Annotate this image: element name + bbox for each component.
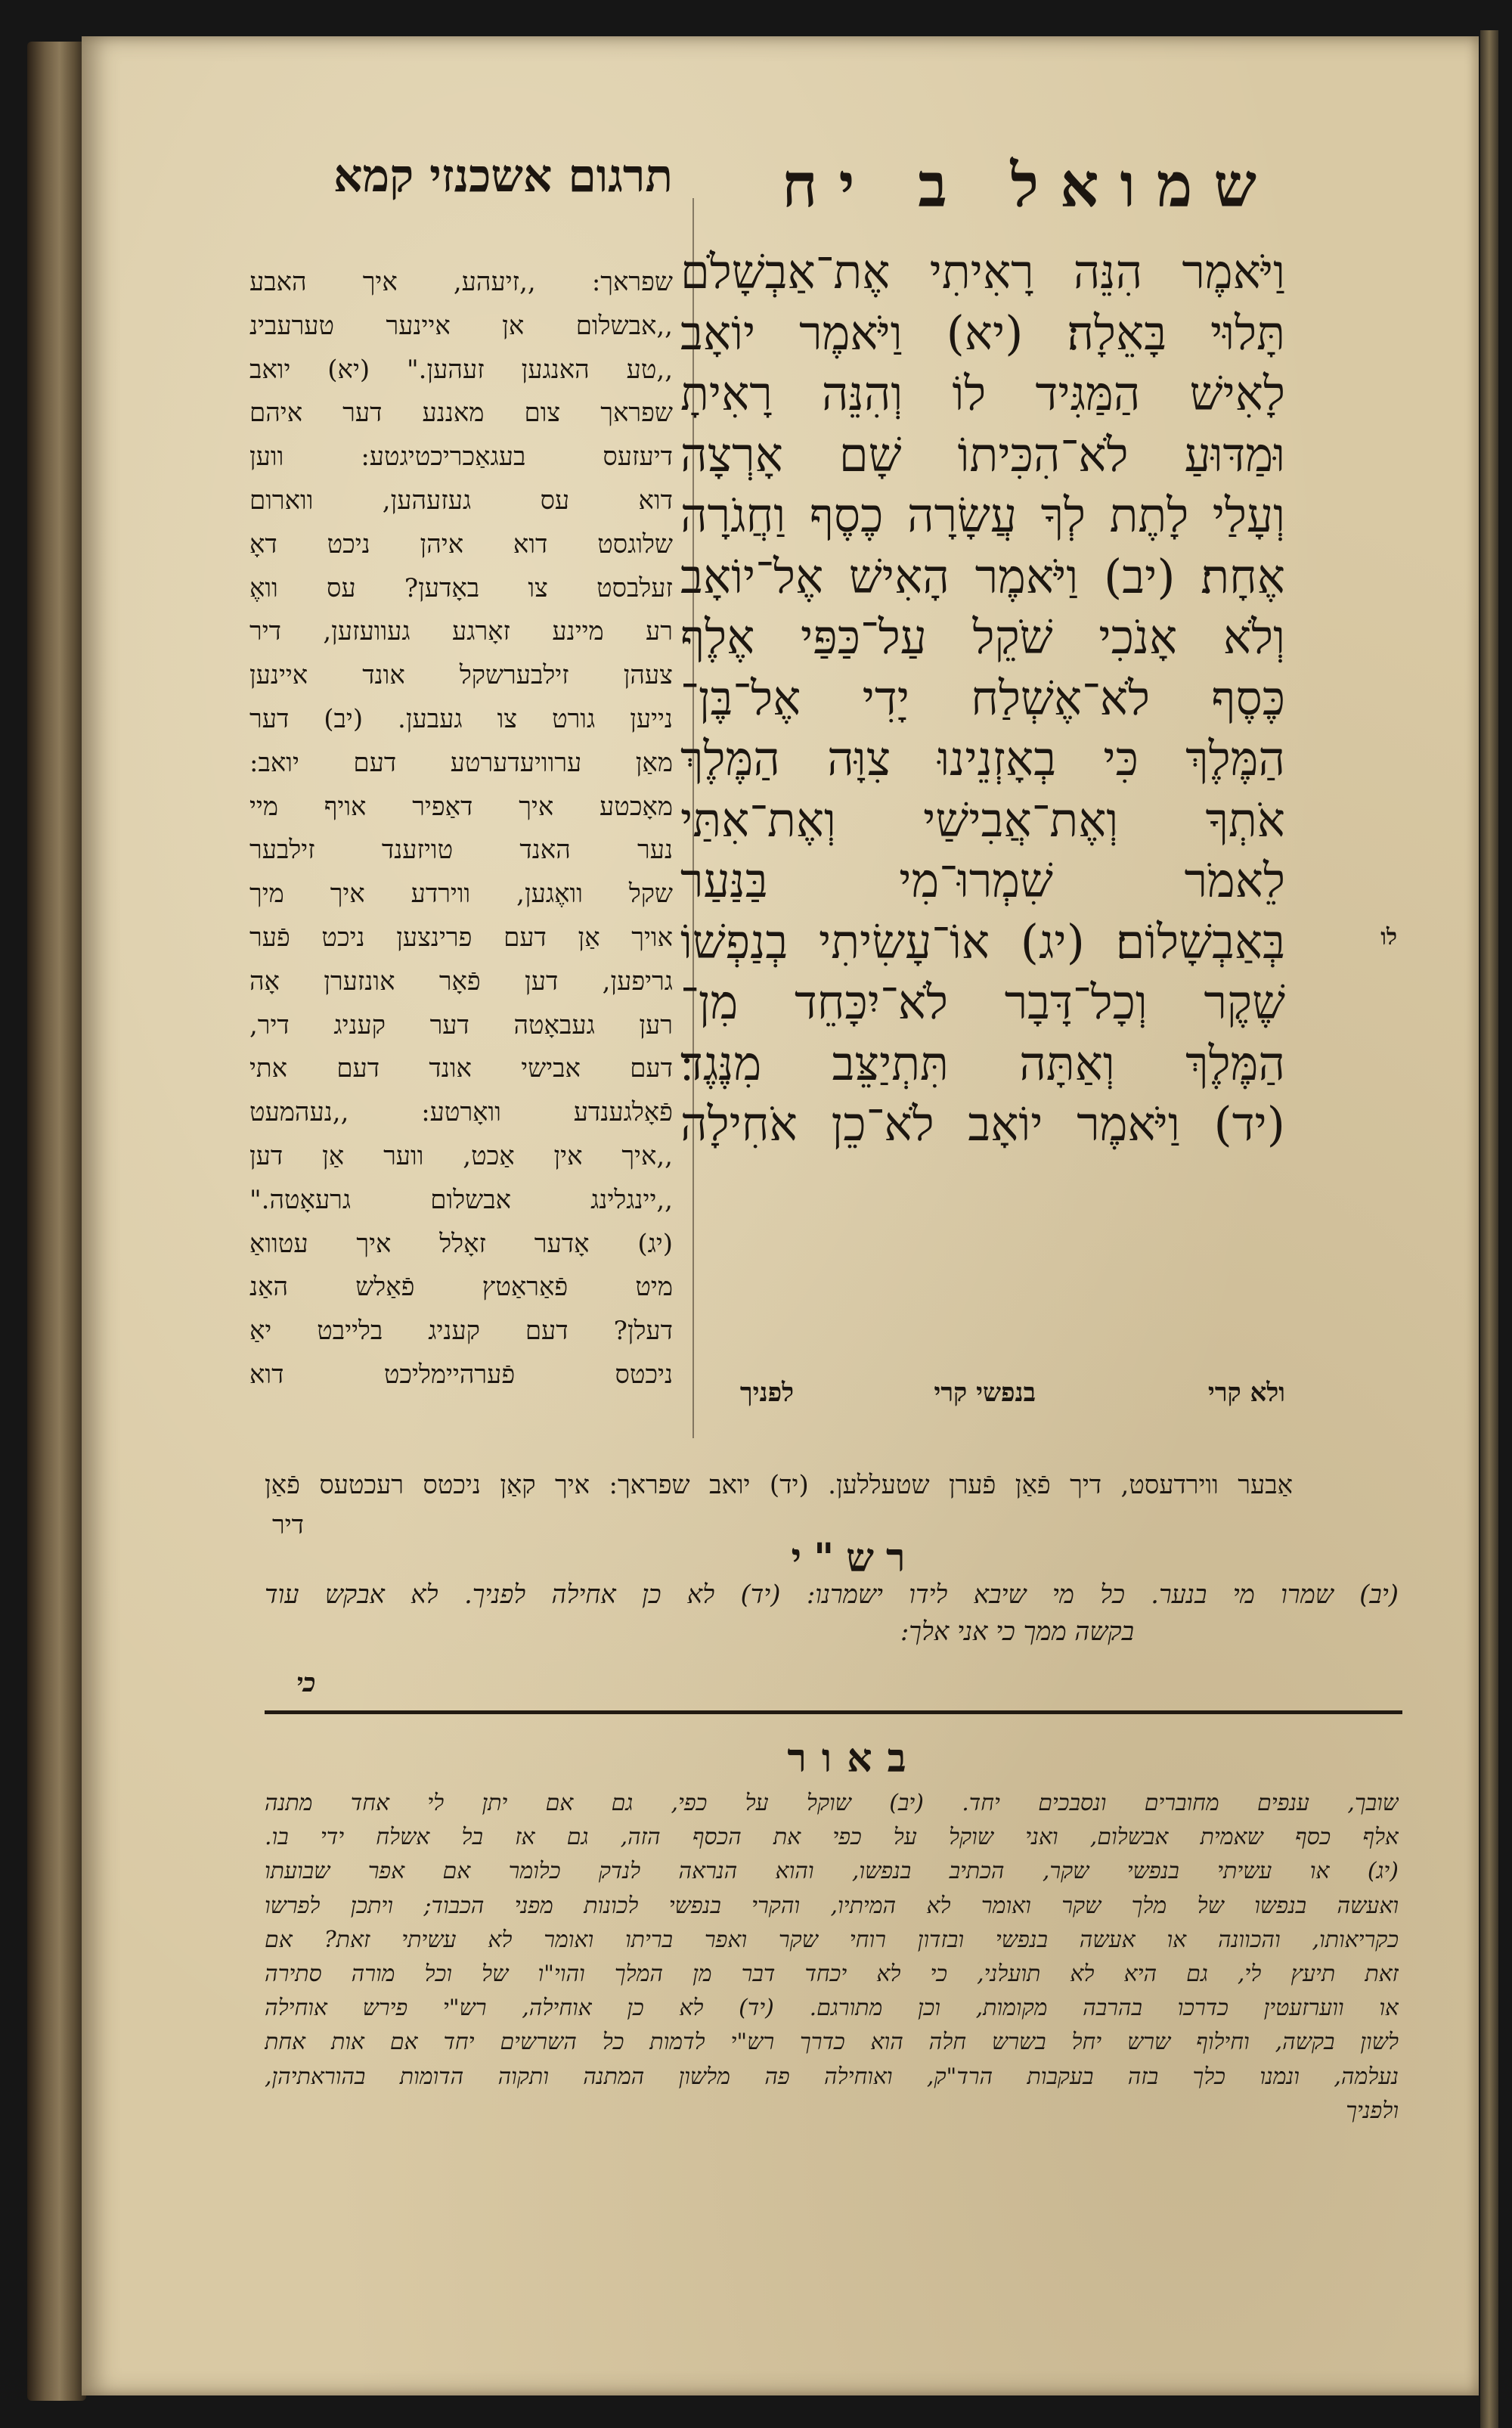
margin-note: לו (1380, 924, 1397, 950)
main-text-line: (יד) וַיֹּאמֶר יוֹאָב לֹא־כֵן אֹחִילָה (680, 1096, 1285, 1152)
rashi-line: בקשה ממך כי אני אלך: (900, 1617, 1134, 1647)
catchword: כי (296, 1668, 316, 1698)
running-title: שמואל ב יח (782, 150, 1278, 221)
biur-line: זאת תיעץ לי, גם היא לא תועלני, כי לא יכחד דבר מן המלך והוי"ו של וכל מורה סתירה (265, 1960, 1399, 1987)
targum-line: גריפען, דען פֿאָר אונזערן אָה (249, 966, 673, 997)
targum-line: שלוגסט דוא איהן ניכט דאָ (249, 529, 673, 560)
rashi-commentary (265, 1577, 1399, 1651)
targum-line: ניכטס פֿערהיימליכט דוא (249, 1359, 673, 1390)
biur-line: נעלמה, ונמנו כלך בזה בעקבות הרד"ק, ואוחילה פה מלשון המתנה ותקוה הדומות בהוראתיהן, (265, 2063, 1399, 2090)
main-text-line: שֶׁקֶר וְכָל־דָּבָר לֹא־יִכָּחֵד מִן־ (680, 975, 1285, 1030)
targum-line: מאָכטע איך דאַפיר אויף מיי (249, 791, 673, 822)
main-text-line: אֶחָת׃ (יב) וַיֹּאמֶר הָאִישׁ אֶל־יוֹאָב (680, 548, 1285, 604)
targum-line: דוא עס געזעהען, ווארום (249, 485, 673, 516)
targum-line: שקל וואֶגען, ווירדע איך מיך (249, 879, 673, 910)
targum-line: נער האנד טויזענד זילבער (249, 835, 673, 866)
section-rule (265, 1710, 1402, 1714)
targum-line: שפראך צום מאננע דער איהם (249, 398, 673, 429)
main-text-line: הַמֶּלֶךְ כִּי בְאָזְנֵינוּ צִוָּה הַמֶּלֶךְ (680, 731, 1285, 786)
targum-line: ,,אבשלום אן איינער טערעבינ (249, 310, 673, 341)
rashi-line: (יב) שמרו מי בנער. כל מי שיבא לידו ישמרנו: (יד) לא כן אחילה לפניך. לא אבקש עוד (265, 1580, 1399, 1610)
main-text-line: וְלֹא אָנֹכִי שֹׁקֵל עַל־כַּפַּי אֶלֶף (680, 609, 1285, 665)
targum-line: (יג) אָדער זאָלל איך עטוואַ (249, 1228, 673, 1259)
biur-line: ולפניך (1346, 2097, 1399, 2124)
rashi-heading: רש"י (791, 1535, 918, 1581)
targum-line: נייען גורט צו געבען. (יב) דער (249, 703, 673, 734)
targum-column (249, 261, 673, 1397)
targum-line: רען געבאָטה דער קעניג דיר, (249, 1009, 673, 1040)
main-text-line: בְּאַבְשָׁלוֹם׃ (יג) אוֹ־עָשִׂיתִי בְנַפְשׁוֹ (680, 913, 1285, 969)
main-text-line: הַמֶּלֶךְ וְאַתָּה תִּתְיַצֵּב מִנֶּגֶד׃ (680, 1035, 1285, 1091)
biur-heading: באור (787, 1735, 922, 1781)
main-text-column (680, 242, 1285, 1155)
main-text-line: וּמַדּוּעַ לֹא־הִכִּיתוֹ שָׁם אָרְצָה (680, 426, 1285, 482)
biur-line: ואעשה בנפשו של מלך שקר ואומר לא המיתיו, והקרי בנפשי לכונות מפני הכבוד; ויתכן לפרשו (265, 1892, 1399, 1919)
main-text-line: וַיֹּאמֶר הִנֵּה רָאִיתִי אֶת־אַבְשָׁלֹם (680, 244, 1285, 299)
biur-line: שובך, ענפים מחוברים ונסבכים יחד. (יב) שוקל על כפי, גם אם יתן לי אחד מתנה (265, 1790, 1399, 1816)
book-edge-right (1480, 30, 1498, 2428)
keri-notes (696, 1378, 1285, 1423)
targum-line: דעלן? דעם קעניג בלייבט יאַ (249, 1316, 673, 1347)
book-edge-left (27, 42, 86, 2401)
targum-title: תרגום אשכנזי קמא (333, 150, 673, 203)
targum-continuation: אַבער ווירדעסט, דיך פֿאַן פֿערן שטעללען. (יד) יואב שפראך: איך קאַן ניכטס רעכטעס פֿאַן (265, 1470, 1293, 1500)
biur-line: אלף כסף שאמית אבשלום, ואני שוקל על כפי את הכסף הזה, גם אז בל אשלח ידי בו. (265, 1824, 1399, 1851)
biur-line: לשון בקשה, וחילוף שרש יחל בשרש חלה הוא כדרך רש"י לדמות כל השרשים יחד אם אות אחת (265, 2029, 1399, 2056)
keri-note: ולא קרי (1207, 1378, 1285, 1408)
targum-line: דעם אבישי אונד דעם אתי (249, 1053, 673, 1084)
targum-line: רע מיינע זאָרגע געוועזען, דיר (249, 616, 673, 647)
targum-line: ,,יינגלינג אבשלום גרעאָטה." (249, 1184, 673, 1215)
main-text-line: אֹתְךָ וְאֶת־אֲבִישַׁי וְאֶת־אִתַּי (680, 792, 1285, 848)
biur-line: או ווערזעטין כדרכו בהרבה מקומות, וכן מתורגם. (יד) לא כן אוחילה, רש"י פירש אוחילה (265, 1995, 1399, 2022)
targum-line: צעהן זילבערשקל אונד איינען (249, 660, 673, 691)
main-text-line: כֶּסֶף לֹא־אֶשְׁלַח יָדִי אֶל־בֶּן־ (680, 670, 1285, 726)
biur-line: (יג) או עשיתי בנפשי שקר, הכתיב בנפשו, והוא הנראה לנדק כלומר אם אפר שבועתו (265, 1858, 1399, 1885)
keri-note: לפניך (739, 1378, 794, 1408)
main-text-line: תָּלוּי בָּאֵלָה׃ (יא) וַיֹּאמֶר יוֹאָב (680, 305, 1285, 361)
targum-line: מאַן ערוויעדערטע דעם יואב: (249, 747, 673, 778)
targum-line: אויך אַן דעם פרינצען ניכט פֿער (249, 922, 673, 953)
targum-continuation-end: דיר (272, 1510, 304, 1540)
biur-line: כקריאותו, והכוונה או אעשה בנפשי ובזדון רוחי שקר ואפר בריתו ואומר לא עשיתי זאת? אם (265, 1926, 1399, 1953)
targum-line: זעלבסט צו באָדען? עס וואֶ (249, 572, 673, 603)
targum-line: ,,איך אין אַכט, ווער אַן דען (249, 1140, 673, 1171)
targum-line: פֿאָלגענדע וואָרטע: ,,נעהמעט (249, 1097, 673, 1128)
keri-note: בנפשי קרי (934, 1378, 1036, 1408)
main-text-line: לֵאמֹר שִׁמְרוּ־מִי בַּנַּעַר (680, 853, 1285, 908)
targum-line: שפראך: ,,זיעהע, איך האבע (249, 267, 673, 297)
biur-commentary (265, 1786, 1399, 2128)
targum-line: מיט פֿאַראַטץ פֿאַלש האַנ (249, 1272, 673, 1303)
targum-line: ,,טע האנגען זעהען." (יא) יואב (249, 354, 673, 385)
targum-line: דיעזעס בעגאַכריכטיגטע: ווען (249, 442, 673, 473)
main-text-line: לָאִישׁ הַמַּגִּיד לוֹ וְהִנֵּה רָאִיתָ (680, 366, 1285, 421)
main-text-line: וְעָלַי לָתֶת לְךָ עֲשָׂרָה כֶסֶף וַחֲגֹרָה (680, 488, 1285, 543)
